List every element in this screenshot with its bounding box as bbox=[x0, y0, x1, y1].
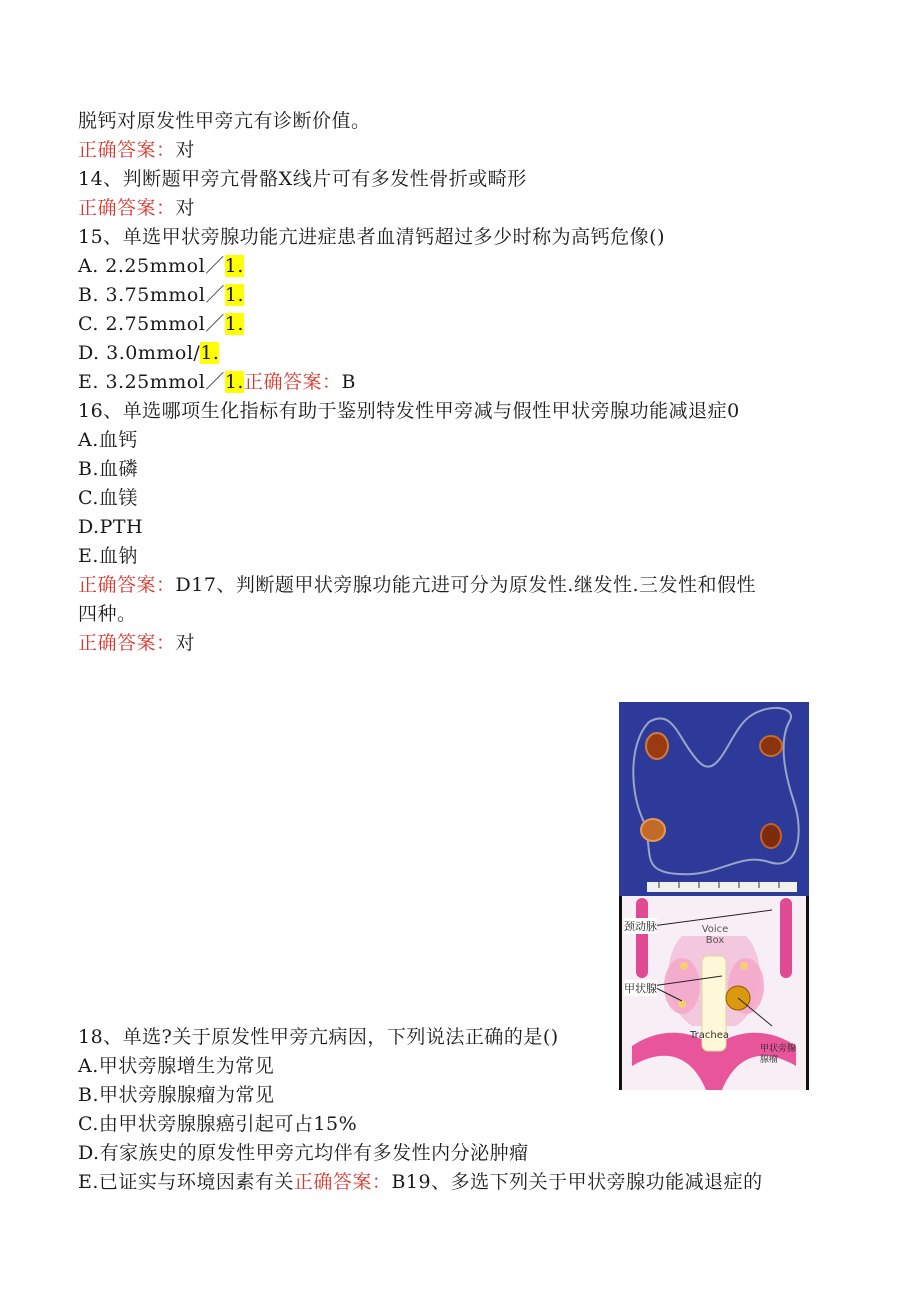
question-18: 18、单选?关于原发性甲旁亢病因，下列说法正确的是() bbox=[78, 1026, 559, 1048]
highlight-mark: 1. bbox=[224, 255, 244, 277]
option-e: E.血钠 bbox=[78, 545, 138, 567]
answer-label: 正确答案： bbox=[78, 139, 176, 161]
answer-line: 正确答案：对 bbox=[78, 632, 196, 654]
label-thyroid: 甲状腺 bbox=[624, 982, 657, 995]
answer-label: 正确答案： bbox=[243, 371, 342, 393]
label-adenoma: 甲状旁腺腺瘤 bbox=[760, 1044, 797, 1065]
text-line: 脱钙对原发性甲旁亢有诊断价值。 bbox=[78, 110, 371, 132]
question-14: 14、判断题甲旁亢骨骼X线片可有多发性骨折或畸形 bbox=[78, 168, 527, 190]
highlight-mark: 1. bbox=[224, 284, 245, 306]
question-16: 16、单选哪项生化指标有助于鉴别特发性甲旁减与假性甲状旁腺功能减退症0 bbox=[78, 400, 740, 422]
question-15: 15、单选甲状旁腺功能亢进症患者血清钙超过多少时称为高钙危像() bbox=[78, 226, 666, 248]
option-c: C.由甲状旁腺腺癌引起可占15% bbox=[78, 1113, 358, 1135]
answer-line: 正确答案：对 bbox=[78, 197, 196, 219]
option-b: B. 3.75mmol／1. bbox=[78, 284, 245, 306]
answer-label: 正确答案： bbox=[78, 574, 176, 596]
option-e: E.已证实与环境因素有关正确答案：B19、多选下列关于甲状旁腺功能减退症的 bbox=[78, 1171, 763, 1193]
label-carotid: 颈动脉 bbox=[624, 920, 657, 933]
label-voice-box: Voice Box bbox=[701, 924, 729, 946]
option-e: E. 3.25mmol／1.正确答案：B bbox=[78, 371, 356, 393]
answer-line: 正确答案：对 bbox=[78, 139, 196, 161]
option-b: B.血磷 bbox=[78, 458, 139, 480]
option-a: A. 2.25mmol／1. bbox=[78, 255, 244, 277]
option-a: A.甲状旁腺增生为常见 bbox=[78, 1055, 275, 1077]
highlight-mark: 1. bbox=[224, 371, 244, 393]
specimen-photo bbox=[619, 702, 809, 896]
highlight-mark: 1. bbox=[224, 313, 244, 335]
answer-label: 正确答案： bbox=[78, 197, 176, 219]
option-b: B.甲状旁腺腺瘤为常见 bbox=[78, 1084, 275, 1106]
answer-label: 正确答案： bbox=[293, 1171, 392, 1193]
answer-line: 正确答案：D17、判断题甲状旁腺功能亢进可分为原发性.继发性.三发性和假性 bbox=[78, 574, 757, 596]
option-a: A.血钙 bbox=[78, 429, 138, 451]
option-d: D. 3.0mmol/1. bbox=[78, 342, 220, 364]
option-d: D.有家族史的原发性甲旁亢均伴有多发性内分泌肿瘤 bbox=[78, 1142, 529, 1164]
option-c: C.血镁 bbox=[78, 487, 138, 509]
anatomy-diagram bbox=[619, 896, 809, 1090]
highlight-mark: 1. bbox=[200, 342, 220, 364]
answer-label: 正确答案： bbox=[78, 632, 176, 654]
label-trachea: Trachea bbox=[690, 1030, 729, 1041]
option-c: C. 2.75mmol／1. bbox=[78, 313, 244, 335]
option-d: D.PTH bbox=[78, 516, 144, 538]
question-17-cont: 四种。 bbox=[78, 603, 137, 625]
